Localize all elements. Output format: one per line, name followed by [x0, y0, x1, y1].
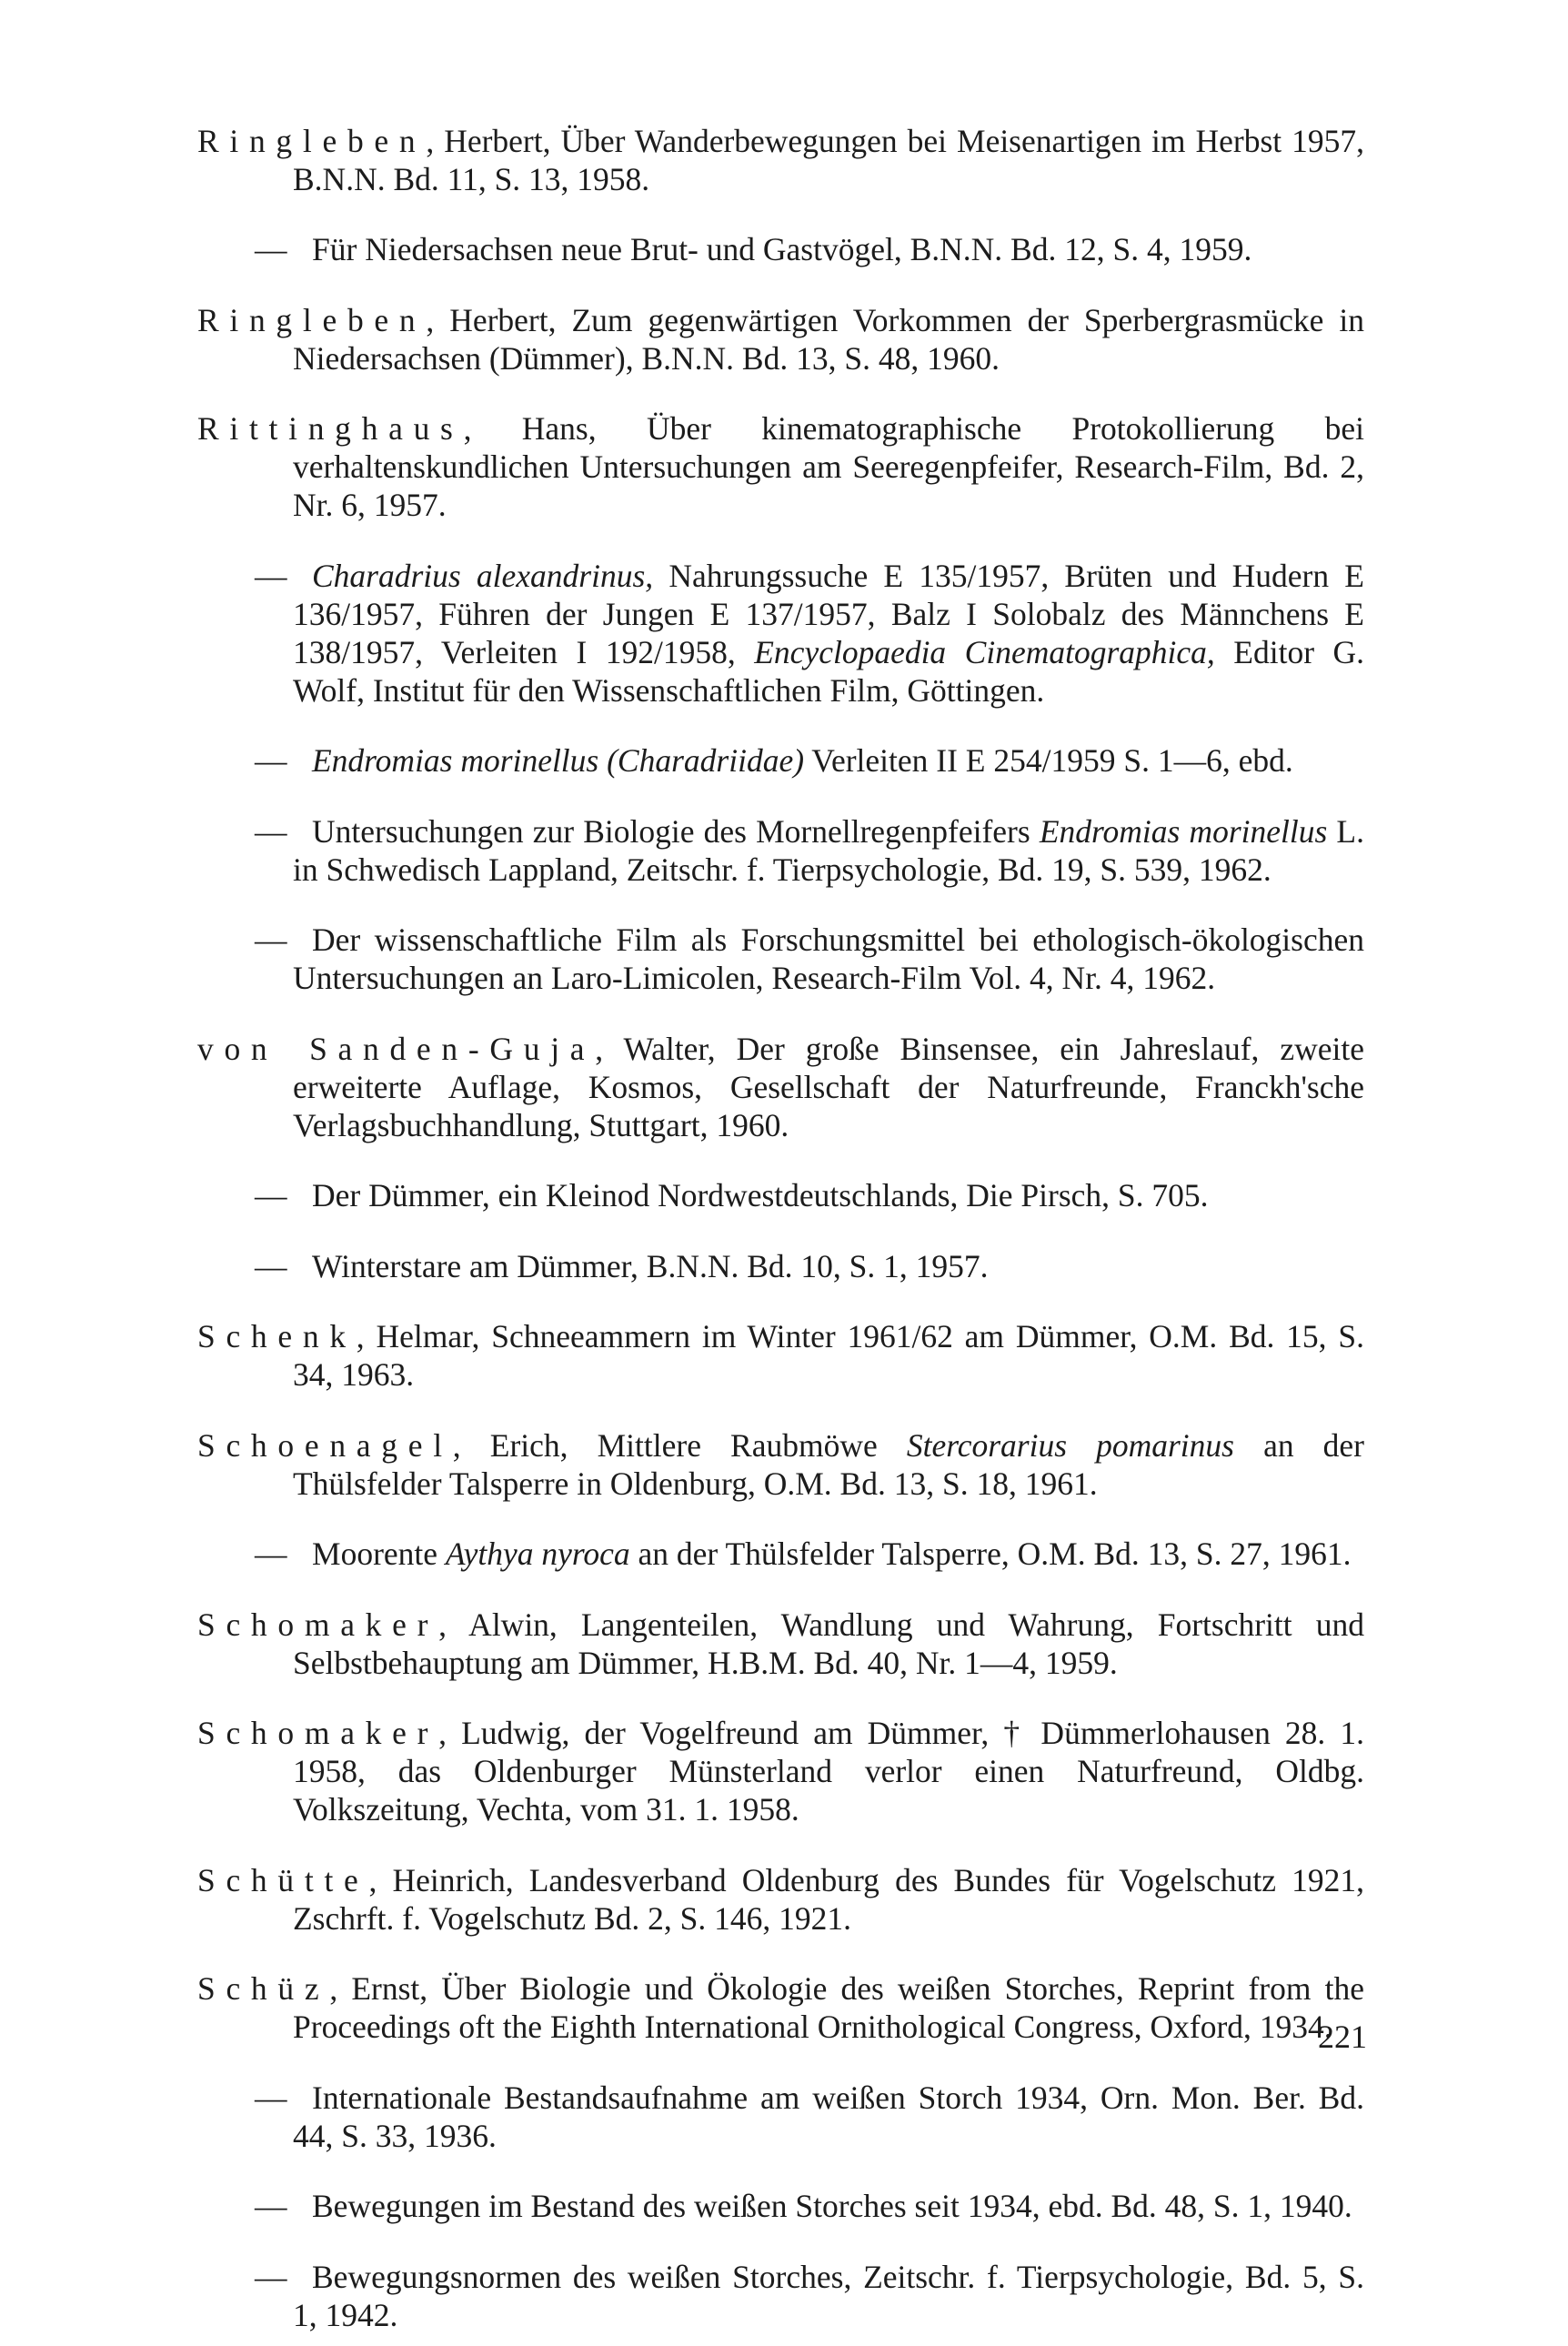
entry-text: L. in Schwedisch Lappland, Zeitschr. f. Tierpsychologie, Bd. 19, S. 539, 1962. [293, 812, 1364, 888]
bibliography-subentry [197, 2187, 1364, 2225]
italic-title: Endromias morinellus [1039, 812, 1328, 850]
entry-text: Untersuchungen zur Biologie des Mornellregenpfeifers [312, 812, 1040, 850]
author-surname: Schoenagel [197, 1426, 453, 1464]
bibliography-subentry [197, 1535, 1364, 1573]
entry-text: Moorente [312, 1535, 446, 1572]
italic-title: Stercorarius pomarinus [906, 1426, 1234, 1464]
entry-text: an der Thülsfelder Talsperre, O.M. Bd. 13, S. 27, 1961. [629, 1535, 1352, 1572]
ditto-dash: — [255, 1535, 287, 1572]
ditto-dash: — [255, 1247, 287, 1284]
bibliography-entry [197, 1861, 1364, 1938]
entry-text: , Hans, Über kinematographische Protokollierung bei verhaltenskundlichen Untersuchungen am Seeregenpfeifer, Research-Film, Bd. 2, Nr. 6, 1957. [293, 410, 1364, 523]
entry-text: , Heinrich, Landesverband Oldenburg des Bundes für Vogelschutz 1921, Zschrft. f. Vogelschutz Bd. 2, S. 146, 1921. [293, 1861, 1364, 1937]
entry-text: an der Thülsfelder Talsperre in Oldenburg, O.M. Bd. 13, S. 18, 1961. [293, 1426, 1364, 1502]
entry-text: Für Niedersachsen neue Brut- und Gastvögel, B.N.N. Bd. 12, S. 4, 1959. [312, 231, 1252, 267]
entry-text: , Walter, Der große Binsensee, ein Jahreslauf, zweite erweiterte Auflage, Kosmos, Gesellschaft der Naturfreunde, Franckh'sche Verlagsbuchhandlung, Stuttgart, 1960. [293, 1030, 1364, 1143]
entry-text: , Ludwig, der Vogelfreund am Dümmer, † Dümmerlohausen 28. 1. 1958, das Oldenburger Münsterland verlor einen Naturfreund, Oldbg. Volkszeitung, Vechta, vom 31. 1. 1958. [293, 1715, 1364, 1827]
ditto-dash: — [255, 921, 287, 958]
entry-text: Nahrungssuche E 135/1957, Brüten und Hudern E 136/1957, Führen der Jungen E 137/1957, Balz I Solobalz des Männchens E 138/1957, Verleiten I 192/1958, [293, 557, 1364, 670]
entry-text: , Herbert, Zum gegenwärtigen Vorkommen der Sperbergrasmücke in Niedersachsen (Dümmer), B.N.N. Bd. 13, S. 48, 1960. [293, 301, 1364, 377]
bibliography-subentry [197, 2258, 1364, 2334]
bibliography-subentry [197, 741, 1364, 780]
author-surname: Schenk [197, 1318, 357, 1354]
ditto-dash: — [255, 231, 287, 267]
entry-text: Verleiten II E 254/1959 S. 1—6, ebd. [804, 742, 1293, 779]
bibliography-entry [197, 122, 1364, 198]
bibliography-subentry [197, 557, 1364, 710]
bibliography-entry [197, 1426, 1364, 1503]
ditto-dash: — [255, 2079, 287, 2116]
italic-title: Endromias morinellus (Charadriidae) [312, 742, 805, 779]
bibliography-subentry [197, 230, 1364, 268]
author-surname: Schüz [197, 1970, 330, 2007]
author-surname: Schomaker [197, 1715, 439, 1751]
bibliography-subentry [197, 1247, 1364, 1285]
entry-text: , Ernst, Über Biologie und Ökologie des weißen Storches, Reprint from the Proceedings oft the Eighth International Ornithological Congress, Oxford, 1934. [293, 1970, 1364, 2045]
italic-title: Charadrius alexandrinus, [312, 557, 654, 594]
bibliography-entry [197, 1317, 1364, 1394]
author-surname: Ringleben [197, 122, 427, 159]
entry-text: , Erich, Mittlere Raubmöwe [452, 1426, 907, 1464]
bibliography-subentry [197, 1176, 1364, 1214]
entry-text: , Herbert, Über Wanderbewegungen bei Meisenartigen im Herbst 1957, B.N.N. Bd. 11, S. 13, 1958. [293, 122, 1364, 197]
author-surname: Schomaker [197, 1606, 439, 1643]
ditto-dash: — [255, 742, 287, 779]
bibliography-entry [197, 301, 1364, 378]
entry-text: Der Dümmer, ein Kleinod Nordwestdeutschlands, Die Pirsch, S. 705. [312, 1177, 1209, 1213]
bibliography-subentry [197, 2079, 1364, 2155]
ditto-dash: — [255, 2258, 287, 2295]
entry-text: Bewegungen im Bestand des weißen Storches seit 1934, ebd. Bd. 48, S. 1, 1940. [312, 2188, 1352, 2224]
bibliography-entry [197, 1969, 1364, 2046]
author-surname: Rittinghaus [197, 410, 464, 447]
bibliography-entry [197, 409, 1364, 524]
bibliography-subentry [197, 812, 1364, 889]
ditto-dash: — [255, 2188, 287, 2224]
bibliography-entry [197, 1030, 1364, 1144]
italic-title: Encyclopaedia Cinematographica, [754, 633, 1215, 670]
author-surname: Ringleben [197, 301, 427, 338]
bibliography-subentry [197, 921, 1364, 997]
bibliography-entry [197, 1606, 1364, 1682]
entry-text: Internationale Bestandsaufnahme am weißen Storch 1934, Orn. Mon. Ber. Bd. 44, S. 33, 1936. [293, 2079, 1364, 2154]
entry-text: , Alwin, Langenteilen, Wandlung und Wahrung, Fortschritt und Selbstbehauptung am Dümmer, H.B.M. Bd. 40, Nr. 1—4, 1959. [293, 1606, 1364, 1681]
author-surname: Schütte [197, 1861, 369, 1898]
italic-title: Aythya nyroca [445, 1535, 630, 1572]
page-number: 221 [1318, 2019, 1367, 2055]
entry-text: Der wissenschaftliche Film als Forschungsmittel bei ethologisch-ökologischen Untersuchungen an Laro-Limicolen, Research-Film Vol. 4, Nr. 4, 1962. [293, 921, 1364, 996]
entry-text: Winterstare am Dümmer, B.N.N. Bd. 10, S. 1, 1957. [312, 1247, 989, 1284]
entry-text: Bewegungsnormen des weißen Storches, Zeitschr. f. Tierpsychologie, Bd. 5, S. 1, 1942. [293, 2258, 1364, 2333]
ditto-dash: — [255, 812, 287, 850]
entry-text: , Helmar, Schneeammern im Winter 1961/62 am Dümmer, O.M. Bd. 15, S. 34, 1963. [293, 1318, 1364, 1393]
bibliography-list [197, 89, 1364, 2346]
entry-text: Editor G. Wolf, Institut für den Wissenschaftlichen Film, Göttingen. [293, 633, 1365, 709]
author-surname: von Sanden-Guja [197, 1030, 596, 1067]
ditto-dash: — [255, 557, 287, 594]
bibliography-entry [197, 1714, 1364, 1828]
ditto-dash: — [255, 1177, 287, 1213]
